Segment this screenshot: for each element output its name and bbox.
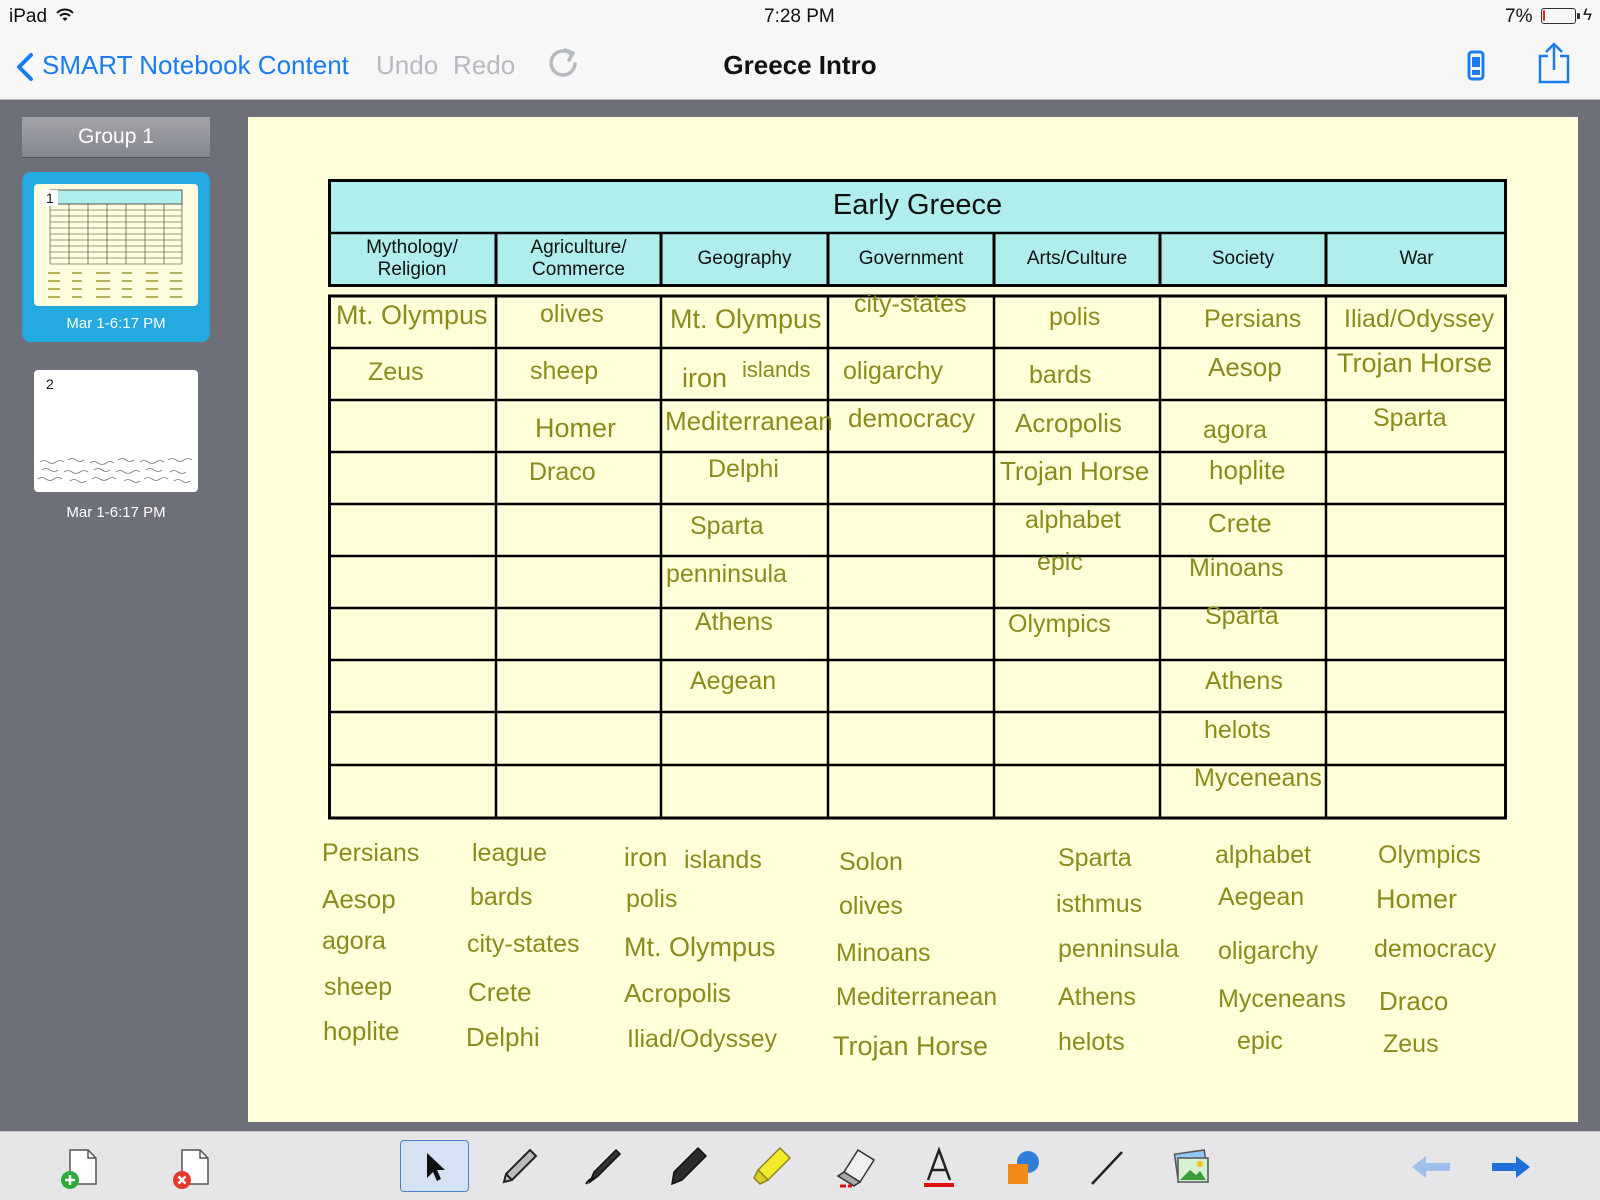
column-header-label: War [1399, 248, 1434, 269]
table-word[interactable]: Persians [1204, 305, 1302, 333]
column-header-government [828, 233, 994, 285]
page-number: 1 [42, 190, 58, 206]
column-header-label: Geography [697, 248, 792, 269]
table-word[interactable]: Acropolis [1015, 408, 1122, 438]
table-word[interactable]: Sparta [1205, 602, 1279, 630]
word-bank-item[interactable]: Crete [468, 977, 532, 1007]
word-bank-item[interactable]: isthmus [1056, 890, 1143, 918]
word-bank-item[interactable]: Olympics [1378, 841, 1481, 869]
table-word[interactable]: epic [1037, 548, 1083, 576]
bottom-toolbar [0, 1131, 1600, 1200]
word-bank-item[interactable]: iron [624, 842, 668, 872]
table-preview-icon [34, 184, 198, 306]
phone-icon[interactable] [1465, 50, 1487, 82]
text-icon[interactable] [914, 1142, 964, 1192]
table-word[interactable]: Delphi [708, 455, 779, 483]
table-word[interactable]: helots [1204, 716, 1271, 744]
word-bank-item[interactable]: Homer [1376, 884, 1458, 914]
word-bank-item[interactable]: Iliad/Odyssey [627, 1025, 778, 1053]
shapes-icon[interactable] [998, 1142, 1048, 1192]
table-word[interactable]: Mt. Olympus [670, 304, 822, 334]
battery-level-fill [1543, 10, 1545, 21]
table-word[interactable]: Sparta [1373, 404, 1447, 432]
table-word[interactable]: Mediterranean [665, 406, 833, 436]
table-word[interactable]: polis [1049, 303, 1101, 331]
word-bank-item[interactable]: hoplite [323, 1016, 400, 1046]
word-bank-item[interactable]: bards [470, 883, 533, 911]
table-word[interactable]: sheep [530, 357, 599, 385]
table-word[interactable]: oligarchy [843, 357, 944, 385]
table-word[interactable]: Olympics [1008, 610, 1111, 638]
refresh-icon[interactable] [546, 47, 580, 81]
word-bank-item[interactable]: Aegean [1218, 883, 1305, 911]
column-header-arts-culture [994, 233, 1160, 285]
highlighter-icon[interactable] [746, 1142, 796, 1192]
battery-icon [1541, 8, 1576, 24]
table-word[interactable]: Crete [1208, 508, 1272, 538]
battery-percent: 7% [1505, 6, 1533, 27]
marker-icon[interactable] [662, 1142, 712, 1192]
document-title: Greece Intro [723, 50, 877, 80]
table-title: Early Greece [832, 189, 1003, 221]
gallery-icon[interactable] [1166, 1142, 1216, 1192]
pencil-icon[interactable] [494, 1142, 544, 1192]
word-bank-item[interactable]: Trojan Horse [833, 1031, 989, 1061]
line-icon[interactable] [1082, 1142, 1132, 1192]
word-bank-item[interactable]: sheep [324, 973, 393, 1001]
column-header-label: Agriculture/ Commerce [530, 237, 627, 280]
undo-button[interactable]: Undo [376, 50, 439, 80]
word-bank-item[interactable]: Acropolis [624, 978, 731, 1008]
table-word[interactable]: penninsula [666, 560, 787, 588]
table-word[interactable]: Athens [1205, 667, 1283, 695]
word-bank-item[interactable]: Athens [1058, 983, 1136, 1011]
table-word[interactable]: olives [540, 300, 604, 328]
word-bank-item[interactable]: league [472, 839, 548, 867]
column-header-agriculture [496, 233, 661, 285]
table-word[interactable]: Mt. Olympus [336, 300, 488, 330]
back-button[interactable]: SMART Notebook Content [42, 50, 349, 80]
word-bank-item[interactable]: city-states [467, 930, 580, 958]
table-word[interactable]: alphabet [1025, 506, 1121, 534]
table-word[interactable]: bards [1029, 361, 1092, 389]
table-word[interactable]: Sparta [690, 512, 764, 540]
table-word[interactable]: Zeus [368, 358, 424, 386]
column-header-label: Society [1211, 248, 1275, 269]
select-arrow-icon [401, 1141, 467, 1190]
table-word[interactable]: hoplite [1209, 455, 1286, 485]
table-word[interactable]: Aegean [690, 667, 777, 695]
top-bar [0, 0, 1600, 100]
table-word[interactable]: Athens [695, 608, 773, 636]
column-header-mythology [328, 233, 496, 285]
word-bank-item[interactable]: Mediterranean [836, 983, 998, 1011]
word-bank-item[interactable]: agora [322, 927, 386, 955]
word-bank-item[interactable]: Minoans [836, 939, 931, 967]
column-header-label: Government [858, 248, 964, 269]
word-bank-item[interactable]: olives [839, 892, 903, 920]
word-bank-item[interactable]: Persians [322, 839, 420, 867]
column-header-label: Arts/Culture [1026, 248, 1128, 269]
page-date: Mar 1-6:17 PM [66, 504, 166, 521]
add-page-icon[interactable] [52, 1142, 102, 1192]
word-bank-item[interactable]: Aesop [322, 884, 396, 914]
share-icon[interactable] [1537, 42, 1571, 84]
scribble-preview-icon [34, 370, 198, 492]
wifi-icon [56, 8, 74, 22]
column-header-geography [661, 233, 828, 285]
word-bank-item[interactable]: democracy [1374, 935, 1497, 963]
redo-button[interactable]: Redo [453, 50, 516, 80]
word-bank-item[interactable]: Sparta [1058, 844, 1132, 872]
page-thumbnail-preview [34, 184, 198, 306]
delete-page-icon[interactable] [164, 1142, 214, 1192]
word-bank-item[interactable]: Solon [839, 848, 903, 876]
eraser-icon[interactable] [830, 1142, 880, 1192]
word-bank-item[interactable]: Myceneans [1218, 985, 1346, 1013]
notebook-canvas[interactable] [248, 117, 1578, 1122]
previous-page-icon[interactable] [1406, 1142, 1456, 1192]
device-name: iPad [9, 6, 48, 27]
page-thumbnail-2[interactable] [34, 370, 198, 492]
page-date: Mar 1-6:17 PM [66, 315, 166, 332]
word-bank-item[interactable]: helots [1058, 1028, 1125, 1056]
next-page-icon[interactable] [1486, 1142, 1536, 1192]
status-time: 7:28 PM [764, 6, 835, 27]
select-tool-button[interactable] [400, 1140, 469, 1192]
word-bank-item[interactable]: islands [684, 846, 762, 874]
page-group-header[interactable]: Group 1 [22, 117, 210, 157]
word-bank-item[interactable]: polis [626, 885, 678, 913]
table-word[interactable]: Myceneans [1194, 764, 1322, 792]
word-bank-item[interactable]: Draco [1379, 986, 1449, 1016]
word-bank-item[interactable]: Zeus [1383, 1030, 1439, 1058]
table-word[interactable]: Aesop [1208, 352, 1282, 382]
word-bank-item[interactable]: Delphi [466, 1022, 540, 1052]
table-word[interactable]: Iliad/Odyssey [1344, 305, 1495, 333]
word-bank-item[interactable]: Mt. Olympus [624, 932, 776, 962]
table-word[interactable]: democracy [848, 403, 976, 433]
table-word[interactable]: Homer [535, 413, 617, 443]
column-header-society [1160, 233, 1326, 285]
word-bank-item[interactable]: oligarchy [1218, 937, 1319, 965]
page-thumbnail-1[interactable] [22, 172, 210, 342]
table-word[interactable]: Trojan Horse [1337, 348, 1493, 378]
column-header-war [1326, 233, 1507, 285]
table-word[interactable]: Trojan Horse [1000, 456, 1150, 486]
table-word[interactable]: iron [682, 363, 728, 393]
table-word[interactable]: city-states [854, 290, 967, 318]
charging-bolt-icon: ϟ [1583, 5, 1592, 24]
word-bank-item[interactable]: penninsula [1058, 935, 1179, 963]
word-bank-item[interactable]: epic [1237, 1027, 1283, 1055]
table-word[interactable]: Draco [529, 458, 596, 486]
column-header-label: Mythology/ Religion [366, 237, 458, 280]
table-word[interactable]: islands [742, 357, 811, 382]
table-word[interactable]: Minoans [1189, 554, 1284, 582]
calligraphy-pen-icon[interactable] [578, 1142, 628, 1192]
chevron-left-icon[interactable] [14, 52, 36, 82]
table-word[interactable]: agora [1203, 416, 1267, 444]
page-number: 2 [42, 376, 58, 392]
word-bank-item[interactable]: alphabet [1215, 841, 1311, 869]
